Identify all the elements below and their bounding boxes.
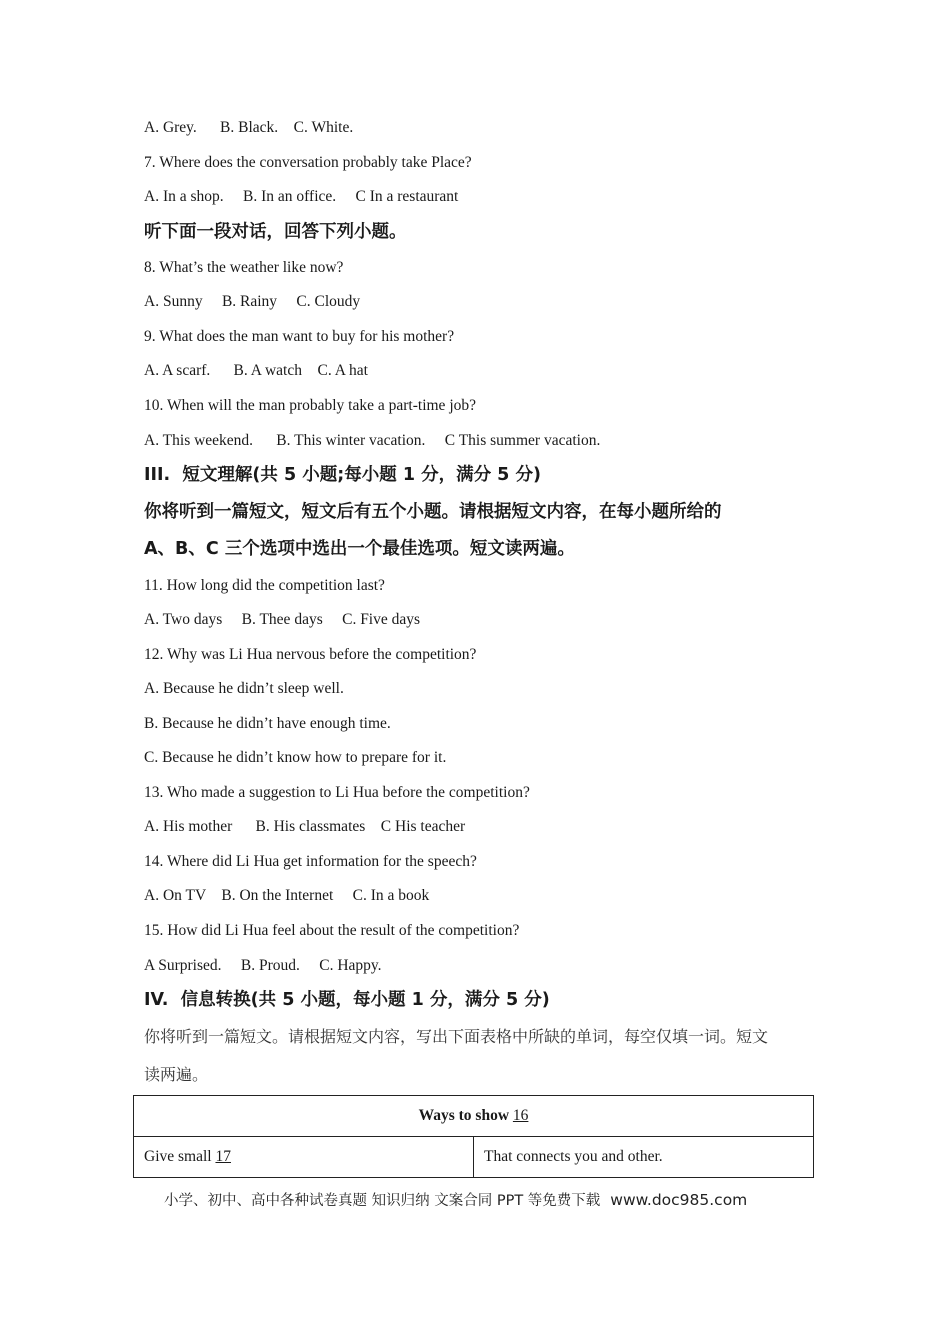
line-q13-options: A. His mother B. His classmates C His teacher xyxy=(144,818,466,835)
blank-16: 16 xyxy=(512,1107,529,1124)
line-q11: 11. How long did the competition last? xyxy=(144,577,385,594)
line-q9-options: A. A scarf. B. A watch C. A hat xyxy=(144,362,368,379)
line-q13: 13. Who made a suggestion to Li Hua before the competition? xyxy=(144,784,530,801)
line-q7: 7. Where does the conversation probably take Place? xyxy=(144,154,472,171)
line-q14-options: A. On TV B. On the Internet C. In a book xyxy=(144,887,430,904)
blank-17: 17 xyxy=(215,1148,231,1165)
line-q7-options: A. In a shop. B. In an office. C In a restaurant xyxy=(144,188,459,205)
table-header-cell xyxy=(134,1096,814,1137)
line-q10-options: A. This weekend. B. This winter vacation. C This summer vacation. xyxy=(144,432,601,449)
section4-instruction-2: 读两遍。 xyxy=(144,1065,209,1084)
line-q14: 14. Where did Li Hua get information for the speech? xyxy=(144,853,477,870)
line-q12-option-c: C. Because he didn’t know how to prepare for it. xyxy=(144,749,447,766)
footer-text: 小学、初中、高中各种试卷真题 知识归纳 文案合同 PPT 等免费下载 xyxy=(164,1193,601,1209)
page-footer xyxy=(164,1189,747,1210)
dialogue-instruction: 听下面一段对话，回答下列小题。 xyxy=(144,222,407,242)
line-q15: 15. How did Li Hua feel about the result of the competition? xyxy=(144,922,520,939)
line-q6-options: A. Grey. B. Black. C. White. xyxy=(144,119,354,136)
line-q11-options: A. Two days B. Thee days C. Five days xyxy=(144,611,421,628)
row1-left-text: Give small xyxy=(144,1148,216,1165)
line-q8-options: A. Sunny B. Rainy C. Cloudy xyxy=(144,293,361,310)
line-q12-option-b: B. Because he didn’t have enough time. xyxy=(144,715,391,732)
line-q10: 10. When will the man probably take a part-time job? xyxy=(144,397,477,414)
line-q12-option-a: A. Because he didn’t sleep well. xyxy=(144,680,344,697)
section4-instruction-1: 你将听到一篇短文。请根据短文内容，写出下面表格中所缺的单词，每空仅填一词。短文 xyxy=(144,1027,769,1046)
section4-title: IV. 信息转换(共 5 小题，每小题 1 分，满分 5 分) xyxy=(144,990,550,1010)
info-table xyxy=(133,1095,814,1178)
table-cell-right: That connects you and other. xyxy=(474,1137,814,1178)
table-row xyxy=(134,1137,814,1178)
section3-title: III. 短文理解(共 5 小题;每小题 1 分，满分 5 分) xyxy=(144,465,541,485)
table-header-row xyxy=(134,1096,814,1137)
line-q15-options: A Surprised. B. Proud. C. Happy. xyxy=(144,957,382,974)
footer-site: www.doc985.com xyxy=(610,1191,748,1209)
line-q9: 9. What does the man want to buy for his mother? xyxy=(144,328,455,345)
section3-instruction-1: 你将听到一篇短文，短文后有五个小题。请根据短文内容，在每小题所给的 xyxy=(144,502,722,522)
table-header-text: Ways to show xyxy=(418,1107,513,1124)
section3-instruction-2: A、B、C 三个选项中选出一个最佳选项。短文读两遍。 xyxy=(144,539,575,559)
line-q12: 12. Why was Li Hua nervous before the competition? xyxy=(144,646,477,663)
line-q8: 8. What’s the weather like now? xyxy=(144,259,344,276)
table-cell-left xyxy=(134,1137,474,1178)
